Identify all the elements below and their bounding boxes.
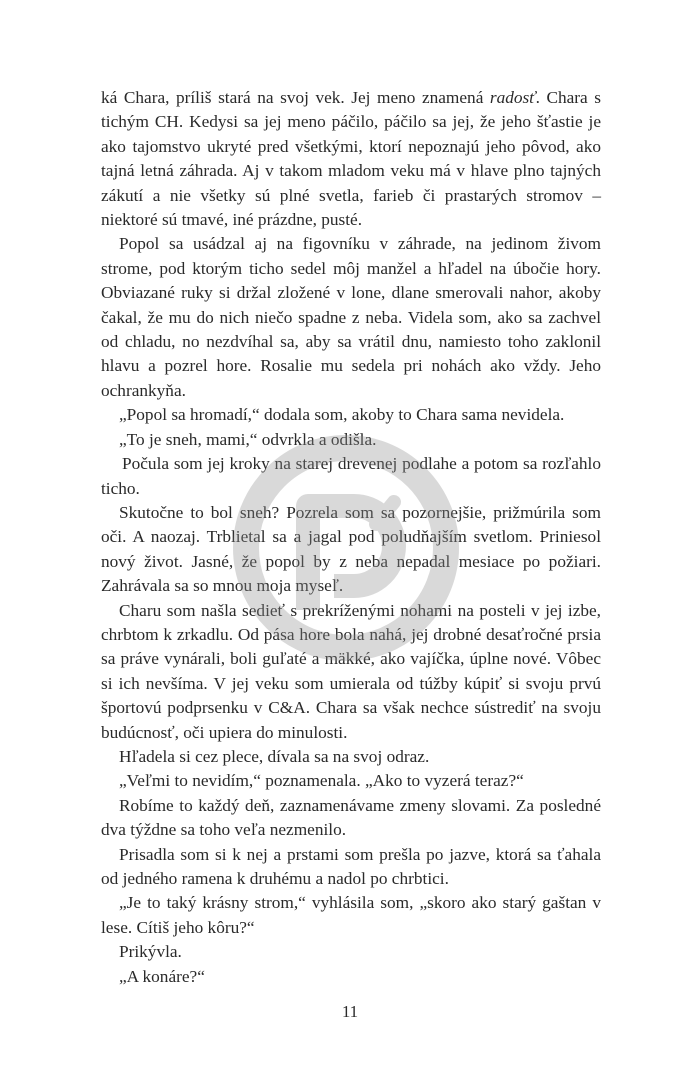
paragraph-2: Popol sa usádzal aj na figovníku v záhrade, na jedinom živom strome, pod ktorým ticho sedel môj manžel a hľadel na úbočie hory. Obviazané ruky si držal zložené v lone, dlane smerovali nahor, akoby čakal, že mu do nich niečo spadne z neba. Videla som, ako sa zachvel od chladu, no nezdvíhal sa, aby sa vrátil dnu, namiesto toho zaklonil hlavu a pozrel hore. Rosalie mu sedela pri nohách ako vždy. Jeho ochrankyňa.: [101, 234, 601, 400]
emphasis-word: radosť: [489, 88, 536, 107]
paragraph-1: ká Chara, príliš stará na svoj vek. Jej meno znamená radosť. Chara s tichým CH. Kedysi sa jej meno páčilo, páčilo sa jej, že jeho šťastie je ako tajomstvo ukryté pred všetkými, ktorí nepoznajú jeho pôvod, ako tajná letná záhrada. Aj v takom mladom veku má v hlave plno tajných zákutí a nie všetky sú plné svetla, farieb či prastarých stromov – niektoré sú tmavé, iné prázdne, pusté.: [101, 88, 601, 230]
page-text: [101, 86, 601, 989]
paragraph-10: Robíme to každý deň, zaznamenávame zmeny slovami. Za posledné dva týždne sa toho veľa nezmenilo.: [101, 795, 601, 840]
paragraph-12: „Je to taký krásny strom,“ vyhlásila som, „skoro ako starý gaštan v lese. Cítiš jeho kôru?“: [101, 893, 601, 937]
paragraph-7: Charu som našla sedieť s prekríženými nohami na posteli v jej izbe, chrbtom k zrkadlu. Od pása hore bola nahá, jej drobné desaťročné prsia sa práve vynárali, boli guľaté a mäkké, ako vajíčka, úplne nové. Vôbec si ich nevšíma. V jej veku som umierala od túžby kúpiť si svoju prvú športovú podprsenku v C&A. Chara sa však nechce sústrediť na svoju budúcnosť, oči upiera do minulosti.: [101, 600, 601, 742]
paragraph-9: „Veľmi to nevidím,“ poznamenala. „Ako to vyzerá teraz?“: [119, 771, 524, 791]
paragraph-8: Hľadela si cez plece, dívala sa na svoj odraz.: [119, 746, 430, 766]
paragraph-5: Počula som jej kroky na starej drevenej podlahe a potom sa rozľahlo ticho.: [101, 454, 601, 498]
paragraph-14: „A konáre?“: [119, 966, 205, 986]
paragraph-13: Prikývla.: [119, 942, 182, 962]
paragraph-6: Skutočne to bol sneh? Pozrela som sa pozornejšie, prižmúrila som oči. A naozaj. Trblietal sa a jagal pod poludňajším svetlom. Priniesol nový život. Jasné, že popol by z neba nepadal mesiace po požiari. Zahrávala sa so mnou moja myseľ.: [101, 502, 601, 596]
paragraph-3: „Popol sa hromadí,“ dodala som, akoby to Chara sama nevidela.: [119, 405, 565, 425]
paragraph-11: Prisadla som si k nej a prstami som prešla po jazve, ktorá sa ťahala od jedného ramena k druhému a nadol po chrbtici.: [101, 844, 601, 888]
paragraph-4: „To je sneh, mami,“ odvrkla a odišla.: [119, 429, 377, 449]
page-number: 11: [341, 1002, 359, 1021]
